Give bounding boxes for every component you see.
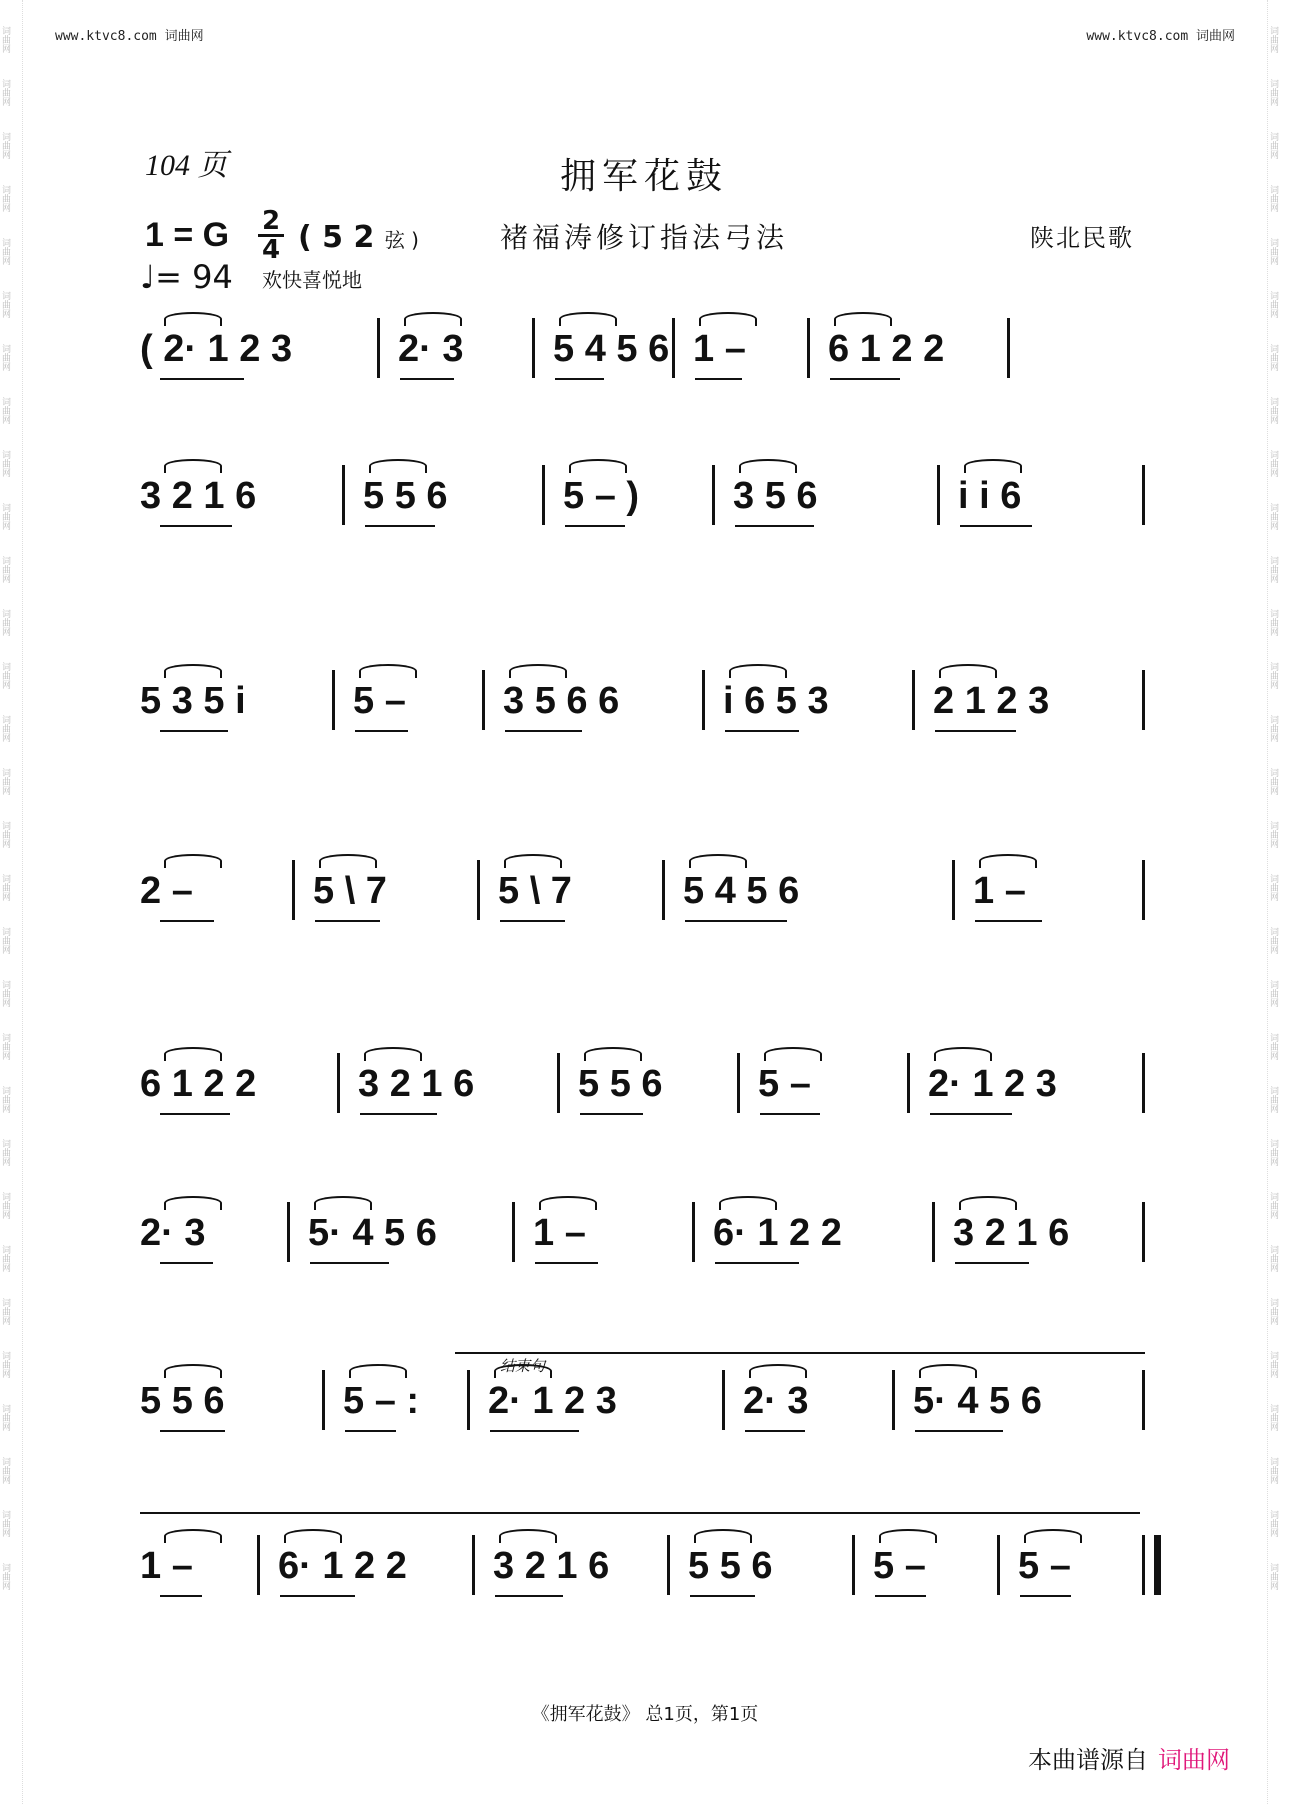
measure-notes: 3 5 6 6 [503,680,620,722]
side-watermark-text: 词曲网 [0,715,10,742]
ending-bracket [455,1352,1145,1354]
slur-mark [164,664,222,678]
string-tuning [298,220,419,255]
beam-line [745,1430,805,1432]
side-watermark-text: 词曲网 [0,1563,10,1590]
barline [472,1535,475,1595]
slur-mark [749,1364,807,1378]
measure-notes: 5 \ 7 [313,870,387,912]
beam-line [400,378,454,380]
measure-notes: 5· 4 5 6 [913,1380,1042,1422]
barline [542,465,545,525]
beam-line [685,920,787,922]
slur-mark [584,1047,642,1061]
measure-notes: 5 – : [343,1380,420,1422]
slur-mark [319,854,377,868]
side-watermark-text: 词曲网 [0,344,10,371]
barline [1142,465,1145,525]
measure-notes: 3 2 1 6 [493,1545,610,1587]
barline [937,465,940,525]
slur-mark [939,664,997,678]
slur-mark [314,1196,372,1210]
side-watermark-text: 词曲网 [1268,1192,1278,1219]
beam-line [160,1262,213,1264]
slur-mark [959,1196,1017,1210]
beam-line [495,1595,563,1597]
barline [1007,318,1010,378]
measure-notes: 6· 1 2 2 [278,1545,407,1587]
slur-mark [284,1529,342,1543]
measure-notes: ( 2· 1 2 3 [140,328,293,370]
barline [467,1370,470,1430]
beam-line [875,1595,926,1597]
barline [722,1370,725,1430]
string-tuning-suffix: 弦 ) [384,228,419,252]
measure-notes: 5 – ) [563,475,640,517]
slur-mark [539,1196,597,1210]
slur-mark [834,312,892,326]
composer-credit: 陕北民歌 [1030,224,1134,252]
side-watermark-text: 词曲网 [1268,26,1278,53]
side-watermark-text: 词曲网 [1268,1033,1278,1060]
side-watermark-text: 词曲网 [1268,874,1278,901]
score-row [140,1063,1150,1143]
score-row [140,870,1150,950]
slur-mark [879,1529,937,1543]
beam-line [160,730,228,732]
barline [512,1202,515,1262]
side-watermark-text: 词曲网 [0,609,10,636]
slur-mark [164,1364,222,1378]
barline [737,1053,740,1113]
beam-line [160,525,232,527]
slur-mark [1024,1529,1082,1543]
beam-line [930,1113,1012,1115]
slur-mark [504,854,562,868]
side-watermark-text: 词曲网 [1268,662,1278,689]
slur-mark [164,1529,222,1543]
side-watermark-text: 词曲网 [0,556,10,583]
side-watermark-text: 词曲网 [1268,980,1278,1007]
barline [907,1053,910,1113]
score-row [140,1212,1150,1292]
beam-line [315,920,380,922]
beam-line [160,920,214,922]
beam-line [555,378,604,380]
barline [1142,670,1145,730]
measure-notes: 2· 1 2 3 [488,1380,617,1422]
side-watermark-text: 词曲网 [1268,238,1278,265]
side-watermark-text: 词曲网 [0,132,10,159]
side-watermark-text: 词曲网 [1268,344,1278,371]
side-watermark-text: 词曲网 [1268,927,1278,954]
score-row [140,680,1150,760]
beam-line [690,1595,755,1597]
side-watermark-text: 词曲网 [0,821,10,848]
beam-line [725,730,799,732]
key-signature: 1 = G [145,216,230,254]
measure-notes: 2· 3 [140,1212,206,1254]
ending-label: 结束句 [500,1357,546,1375]
score-row [140,328,1150,408]
barline [892,1370,895,1430]
beam-line [355,730,408,732]
measure-notes: 5 – [758,1063,811,1105]
side-watermark-text: 词曲网 [1268,1457,1278,1484]
barline [692,1202,695,1262]
measure-notes: 2· 3 [398,328,464,370]
beam-line [830,378,900,380]
side-watermark-text: 词曲网 [1268,503,1278,530]
side-watermark-text: 词曲网 [1268,291,1278,318]
side-watermark-text: 词曲网 [0,768,10,795]
side-watermark-text: 词曲网 [0,927,10,954]
barline [672,318,675,378]
measure-notes: 1 – [140,1545,193,1587]
barline [662,860,665,920]
side-watermark-text: 词曲网 [0,185,10,212]
measure-notes: 2· 1 2 3 [928,1063,1057,1105]
slur-mark [164,854,222,868]
side-watermark-text: 词曲网 [0,1245,10,1272]
side-watermark-text: 词曲网 [0,26,10,53]
side-watermark-text: 词曲网 [0,662,10,689]
slur-mark [719,1196,777,1210]
beam-line [580,1113,643,1115]
side-watermark-text: 词曲网 [1268,1404,1278,1431]
side-watermark-text: 词曲网 [0,1086,10,1113]
side-watermark-text: 词曲网 [1268,1245,1278,1272]
slur-mark [404,312,462,326]
barline [377,318,380,378]
side-watermark-text: 词曲网 [0,1510,10,1537]
source-site-link[interactable]: 词曲网 [1158,1746,1230,1774]
measure-notes: 5 – [353,680,406,722]
side-watermark-text: 词曲网 [0,1139,10,1166]
barline [342,465,345,525]
reviser-credit: 褚福涛修订指法弓法 [500,221,789,254]
page-label: 104 页 [145,149,228,182]
measure-notes: 5 – [873,1545,926,1587]
side-watermark-text: 词曲网 [1268,132,1278,159]
slur-mark [739,459,797,473]
side-watermark-text: 词曲网 [1268,715,1278,742]
measure-notes: 5 5 6 [578,1063,663,1105]
measure-notes: 2· 3 [743,1380,809,1422]
barline [712,465,715,525]
measure-notes: 5 5 6 [363,475,448,517]
slur-mark [509,664,567,678]
beam-line [915,1430,1003,1432]
time-signature-top: 2 [258,208,284,237]
side-watermark-text: 词曲网 [1268,1510,1278,1537]
side-watermark-text: 词曲网 [1268,450,1278,477]
slur-mark [369,459,427,473]
score-row [140,475,1150,555]
side-watermark-text: 词曲网 [1268,1351,1278,1378]
beam-line [565,525,625,527]
site-url-right[interactable]: www.ktvc8.com 词曲网 [1086,29,1235,44]
barline [952,860,955,920]
barline [997,1535,1000,1595]
side-watermark-text: 词曲网 [0,980,10,1007]
beam-line [955,1262,1029,1264]
measure-notes: 6 1 2 2 [828,328,945,370]
beam-line [160,378,244,380]
barline [557,1053,560,1113]
barline [337,1053,340,1113]
beam-line [365,525,435,527]
slur-mark [729,664,787,678]
beam-line [935,730,1016,732]
side-watermark-text: 词曲网 [0,79,10,106]
slur-mark [694,1529,752,1543]
slur-mark [164,312,222,326]
barline [932,1202,935,1262]
string-tuning-notes: ( 5 2 [298,220,375,255]
side-watermark-text: 词曲网 [0,1033,10,1060]
barline [332,670,335,730]
side-watermark-text: 词曲网 [1268,79,1278,106]
measure-notes: 1 – [533,1212,586,1254]
side-watermark-text: 词曲网 [0,238,10,265]
side-watermark-text: 词曲网 [0,1351,10,1378]
slur-mark [164,1047,222,1061]
beam-line [490,1430,579,1432]
side-watermark-text: 词曲网 [0,1192,10,1219]
slur-mark [559,312,617,326]
time-signature [258,208,284,263]
beam-line [975,920,1042,922]
barline [1142,1202,1145,1262]
barline [257,1535,260,1595]
measure-notes: 1 – [693,328,746,370]
measure-notes: 6 1 2 2 [140,1063,257,1105]
barline [482,670,485,730]
beam-line [280,1595,355,1597]
beam-line [715,1262,799,1264]
side-watermark-text: 词曲网 [1268,1298,1278,1325]
measure-notes: 5 5 6 [140,1380,225,1422]
side-watermark-text: 词曲网 [1268,609,1278,636]
measure-notes: 3 5 6 [733,475,818,517]
side-watermark-text: 词曲网 [0,1298,10,1325]
barline [667,1535,670,1595]
barline [1142,1370,1145,1430]
beam-line [695,378,742,380]
barline [1142,1535,1161,1595]
side-watermark-text: 词曲网 [1268,556,1278,583]
beam-line [960,525,1032,527]
source-prefix: 本曲谱源自 [1028,1746,1148,1774]
time-signature-bottom: 4 [261,235,281,265]
side-watermark-text: 词曲网 [0,874,10,901]
barline [322,1370,325,1430]
beam-line [160,1595,202,1597]
slur-mark [964,459,1022,473]
side-watermark-text: 词曲网 [0,291,10,318]
measure-notes: 3 2 1 6 [953,1212,1070,1254]
beam-line [1020,1595,1071,1597]
measure-notes: 2 1 2 3 [933,680,1050,722]
measure-notes: 1 – [973,870,1026,912]
measure-notes: 5 – [1018,1545,1071,1587]
side-watermark-text: 词曲网 [1268,1139,1278,1166]
barline [287,1202,290,1262]
slur-mark [364,1047,422,1061]
slur-mark [164,1196,222,1210]
beam-line [160,1430,225,1432]
barline [1142,1053,1145,1113]
side-watermark-text: 词曲网 [1268,1086,1278,1113]
slur-mark [699,312,757,326]
measure-notes: 5 5 6 [688,1545,773,1587]
score-row [140,1380,1150,1460]
side-watermark-text: 词曲网 [0,1404,10,1431]
side-watermark-text: 词曲网 [0,503,10,530]
side-watermark-text: 词曲网 [0,450,10,477]
slur-mark [919,1364,977,1378]
barline [852,1535,855,1595]
barline [807,318,810,378]
tempo-marking: ♩= 94 [140,258,233,296]
barline [292,860,295,920]
right-watermark-strip [1267,0,1290,1804]
slur-mark [689,854,747,868]
barline [1142,860,1145,920]
measure-notes: i 6 5 3 [723,680,829,722]
side-watermark-text: 词曲网 [0,397,10,424]
beam-line [535,1262,598,1264]
barline [912,670,915,730]
beam-line [760,1113,820,1115]
beam-line [360,1113,437,1115]
barline [702,670,705,730]
beam-line [505,730,582,732]
left-watermark-strip [0,0,23,1804]
ending-bracket-continued [140,1512,1140,1514]
measure-notes: 5· 4 5 6 [308,1212,437,1254]
beam-line [345,1430,396,1432]
side-watermark-text: 词曲网 [1268,397,1278,424]
measure-notes: 6· 1 2 2 [713,1212,842,1254]
barline [477,860,480,920]
side-watermark-text: 词曲网 [1268,821,1278,848]
slur-mark [569,459,627,473]
measure-notes: 5 3 5 i [140,680,246,722]
slur-mark [934,1047,992,1061]
slur-mark [349,1364,407,1378]
side-watermark-text: 词曲网 [1268,768,1278,795]
side-watermark-text: 词曲网 [1268,1563,1278,1590]
slur-mark [164,459,222,473]
beam-line [160,1113,230,1115]
slur-mark [359,664,417,678]
measure-notes: 5 \ 7 [498,870,572,912]
slur-mark [499,1529,557,1543]
barline [532,318,535,378]
measure-notes: 3 2 1 6 [358,1063,475,1105]
measure-notes: 5 4 5 6 [553,328,670,370]
expression-marking: 欢快喜悦地 [262,268,362,292]
beam-line [735,525,814,527]
side-watermark-text: 词曲网 [0,1457,10,1484]
beam-line [310,1262,389,1264]
side-watermark-text: 词曲网 [1268,185,1278,212]
measure-notes: 3 2 1 6 [140,475,257,517]
source-credit [1028,1740,1230,1775]
beam-line [500,920,565,922]
slur-mark [979,854,1037,868]
site-url-left[interactable]: www.ktvc8.com 词曲网 [55,29,204,44]
slur-mark [764,1047,822,1061]
measure-notes: i i 6 [958,475,1022,517]
song-title: 拥军花鼓 [560,156,729,197]
page-footer: 《拥军花鼓》 总1页，第1页 [531,1704,759,1725]
score-row [140,1545,1150,1625]
measure-notes: 5 4 5 6 [683,870,800,912]
measure-notes: 2 – [140,870,193,912]
